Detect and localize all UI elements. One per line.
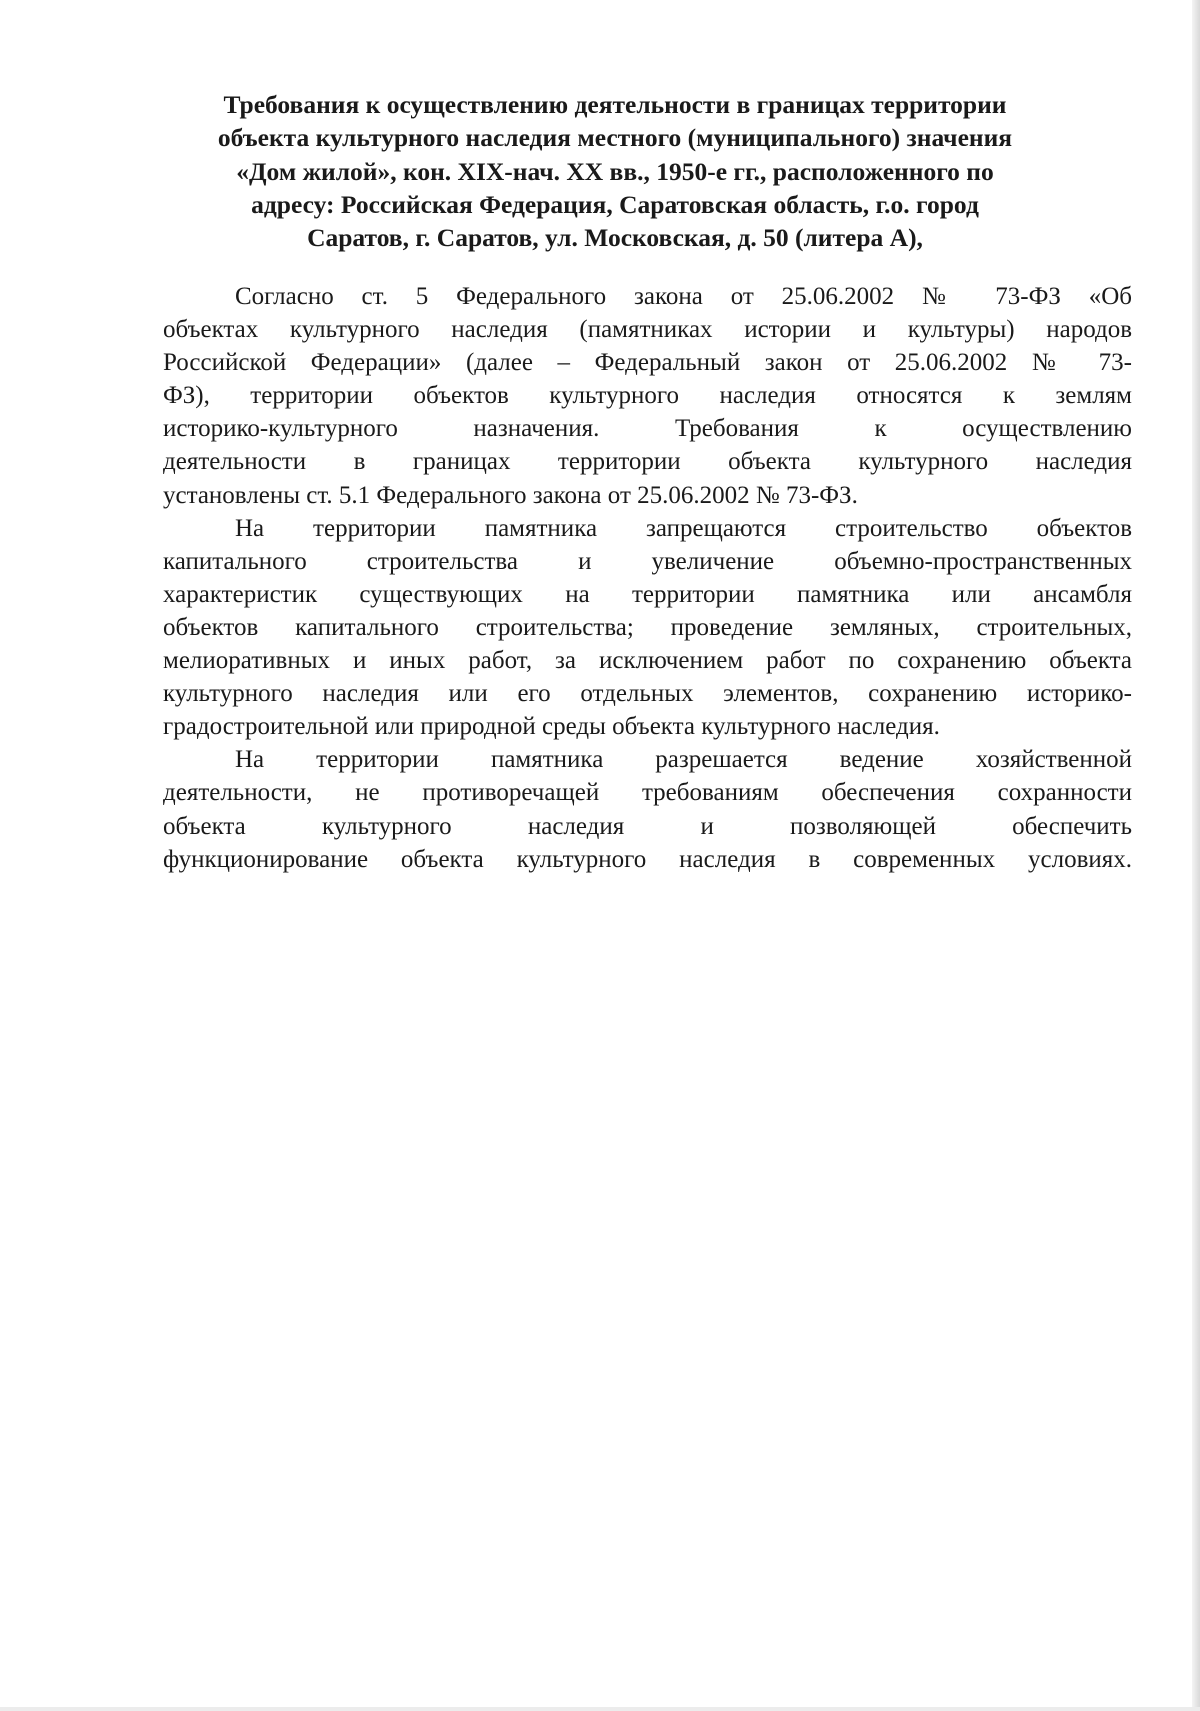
page-edge-shadow — [1192, 0, 1200, 1711]
title-line: Саратов, г. Саратов, ул. Московская, д. 50 (литера А), — [307, 223, 923, 253]
paragraph-prohibitions — [163, 512, 1132, 744]
text-line: мелиоративных и иных работ, за исключением работ по сохранению объекта — [163, 647, 1132, 675]
text-line: объектах культурного наследия (памятниках истории и культуры) народов — [163, 316, 1132, 344]
text-line: На территории памятника запрещаются строительство объектов — [235, 514, 1132, 542]
title-line: адресу: Российская Федерация, Саратовская область, г.о. город — [251, 189, 979, 219]
title-line: Требования к осуществлению деятельности в границах территории — [223, 90, 1007, 119]
text-line: характеристик существующих на территории памятника или ансамбля — [163, 580, 1132, 608]
title-line: «Дом жилой», кон. XIX-нач. XX вв., 1950-е гг., расположенного по — [236, 156, 994, 186]
document-body — [163, 280, 1132, 876]
text-line: Российской Федерации» (далее – Федеральный закон от 25.06.2002 № 73- — [163, 349, 1132, 377]
text-line: капитального строительства и увеличение объемно-пространственных — [163, 547, 1132, 575]
paragraph-permissions — [163, 743, 1132, 875]
text-line: функционирование объекта культурного наследия в современных условиях. — [163, 845, 1132, 873]
text-line: культурного наследия или его отдельных элементов, сохранению историко- — [163, 680, 1132, 708]
text-line: установлены ст. 5.1 Федерального закона от 25.06.2002 № 73-ФЗ. — [163, 481, 858, 509]
title-line: объекта культурного наследия местного (муниципального) значения — [217, 123, 1013, 153]
text-line: ФЗ), территории объектов культурного наследия относятся к землям — [163, 382, 1132, 410]
text-line: деятельности в границах территории объекта культурного наследия — [163, 448, 1132, 476]
text-line: объекта культурного наследия и позволяющей обеспечить — [163, 812, 1132, 840]
document-title — [150, 88, 1080, 254]
text-line: деятельности, не противоречащей требованиям обеспечения сохранности — [163, 779, 1132, 807]
text-line: градостроительной или природной среды объекта культурного наследия. — [163, 713, 940, 741]
page-bottom-edge — [0, 1707, 1200, 1711]
text-line: Согласно ст. 5 Федерального закона от 25.06.2002 № 73-ФЗ «Об — [235, 283, 1132, 310]
text-line: объектов капитального строительства; проведение земляных, строительных, — [163, 613, 1132, 641]
text-line: На территории памятника разрешается ведение хозяйственной — [235, 746, 1132, 774]
paragraph-legal-basis — [163, 280, 1132, 512]
text-line: историко-культурного назначения. Требования к осуществлению — [163, 415, 1132, 443]
